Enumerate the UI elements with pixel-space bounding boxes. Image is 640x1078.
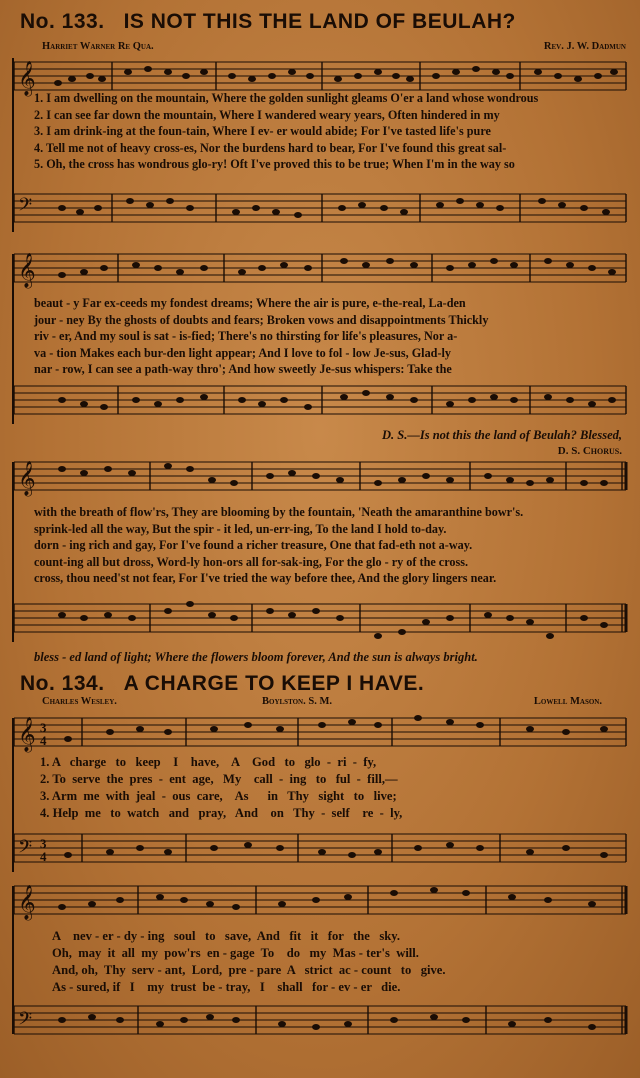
hymn-title: A CHARGE TO KEEP I HAVE. [123,672,425,695]
verse-line: count-ing all but dross, Word-ly hon-ors all for-sak-ing, For the glo - ry of the cross. [34,554,469,569]
tune-credit: Boylston. S. M. [262,696,332,707]
svg-text:𝄢: 𝄢 [18,1009,33,1034]
verse-line: nar - row, I can see a path-way thro'; And how sweetly Je-sus whispers: Take the [34,362,452,376]
hymn-title: IS NOT THIS THE LAND OF BEULAH? [123,10,516,33]
svg-text:𝄞: 𝄞 [18,461,36,496]
verse-line: jour - ney By the ghosts of doubts and fears; Broken vows and disappointments Thickly [34,312,489,327]
svg-text:𝄞: 𝄞 [18,61,36,96]
svg-text:𝄞: 𝄞 [18,253,36,288]
verse-line: 1. A charge to keep I have, A God to glo - ri - fy, [40,755,377,769]
hymn-134-header [20,672,424,696]
verse-line: A nev - er - dy - ing soul to save, And fit it for the sky. [52,929,400,943]
author-credit: Harriet Warner Re Qua. [42,41,154,52]
verse-line: And, oh, Thy serv - ant, Lord, pre - pare A strict ac - count to give. [52,963,446,977]
verses-block-4 [40,754,402,822]
ds-chorus-label: D. S. Chorus. [557,445,622,457]
verse-line: 5. Oh, the cross has wondrous glo-ry! Oft I've proved this to be true; When I'm in the way so [34,157,515,171]
verse-line: 4. Tell me not of heavy cross-es, Nor the burdens hard to bear, For I've found this great sal- [34,140,507,155]
staff-bass-3 [0,598,640,642]
svg-text:𝄢: 𝄢 [18,837,33,862]
hymn-number: No. 133. [20,10,105,33]
verse-line: 1. I am dwelling on the mountain, Where the golden sunlight gleams O'er a land whose wondrous [34,91,539,105]
verse-line: sprink-led all the way, But the spir - it led, un-err-ing, To the land I hold to-day. [34,521,447,536]
staff-bass-5 [0,1000,640,1044]
verse-line: 3. I am drink-ing at the foun-tain, Where I ev- er would abide; For I've tasted life's pure [34,124,491,138]
verse-line: 3. Arm me with jeal - ous care, As in Thy sight to live; [40,789,397,803]
svg-text:𝄢: 𝄢 [18,195,33,220]
staff-treble-5 [0,880,640,924]
verse-line: Oh, may it all my pow'rs en - gage To do my Mas - ter's will. [52,946,419,960]
verse-line: beaut - y Far ex-ceeds my fondest dreams; Where the air is pure, e-the-real, La-den [34,296,466,310]
verse-line: dorn - ing rich and gay, For I've found a richer treasure, One that fad-eth not a-way. [34,538,473,552]
svg-text:𝄞: 𝄞 [18,885,36,920]
verse-line: 2. I can see far down the mountain, Where I wandered weary years, Often hindered in my [34,107,500,122]
verses-block-3 [34,504,523,587]
staff-treble-3 [0,456,640,500]
verse-line: cross, thou need'st not fear, For I've tried the way before thee, And the glory lingers near. [34,571,497,585]
svg-text:3: 3 [40,720,47,735]
refrain-line: bless - ed land of light; Where the flowers bloom forever, And the sun is always bright. [34,650,478,664]
svg-text:3: 3 [40,836,47,851]
staff-treble-2 [0,248,640,292]
hymn-133-header [20,10,516,34]
composer-credit: Lowell Mason. [533,696,602,707]
verse-line: riv - er, And my soul is sat - is-fied; There's no thirsting for life's pleasures, Nor a- [34,329,458,343]
staff-bass-1 [0,188,640,232]
verses-block-1 [34,90,538,173]
svg-text:4: 4 [40,733,47,748]
verses-block-2 [34,295,488,378]
verse-line: As - sured, if I my trust be - tray, I shall for - ev - er die. [52,980,401,994]
verse-line: 4. Help me to watch and pray, And on Thy - self re - ly, [40,806,403,820]
author-credit: Charles Wesley. [42,696,117,707]
verse-line: 2. To serve the pres - ent age, My call - ing to ful - fill,— [40,772,398,786]
composer-credit: Rev. J. W. Dadmun [543,41,626,52]
ds-direction: D. S.—Is not this the land of Beulah? Blessed, [382,428,622,442]
staff-bass-2 [0,380,640,424]
staff-treble-4 [0,712,640,756]
staff-bass-4 [0,828,640,872]
svg-text:4: 4 [40,849,47,864]
verse-line: with the breath of flow'rs, They are blooming by the fountain, 'Neath the amaranthine bowr's. [34,505,524,519]
verse-line: va - tion Makes each bur-den light appear; And I love to fol - low Je-sus, Glad-ly [34,345,451,360]
svg-text:𝄞: 𝄞 [18,717,36,752]
hymn-number: No. 134. [20,672,105,695]
verses-block-5 [52,928,446,996]
